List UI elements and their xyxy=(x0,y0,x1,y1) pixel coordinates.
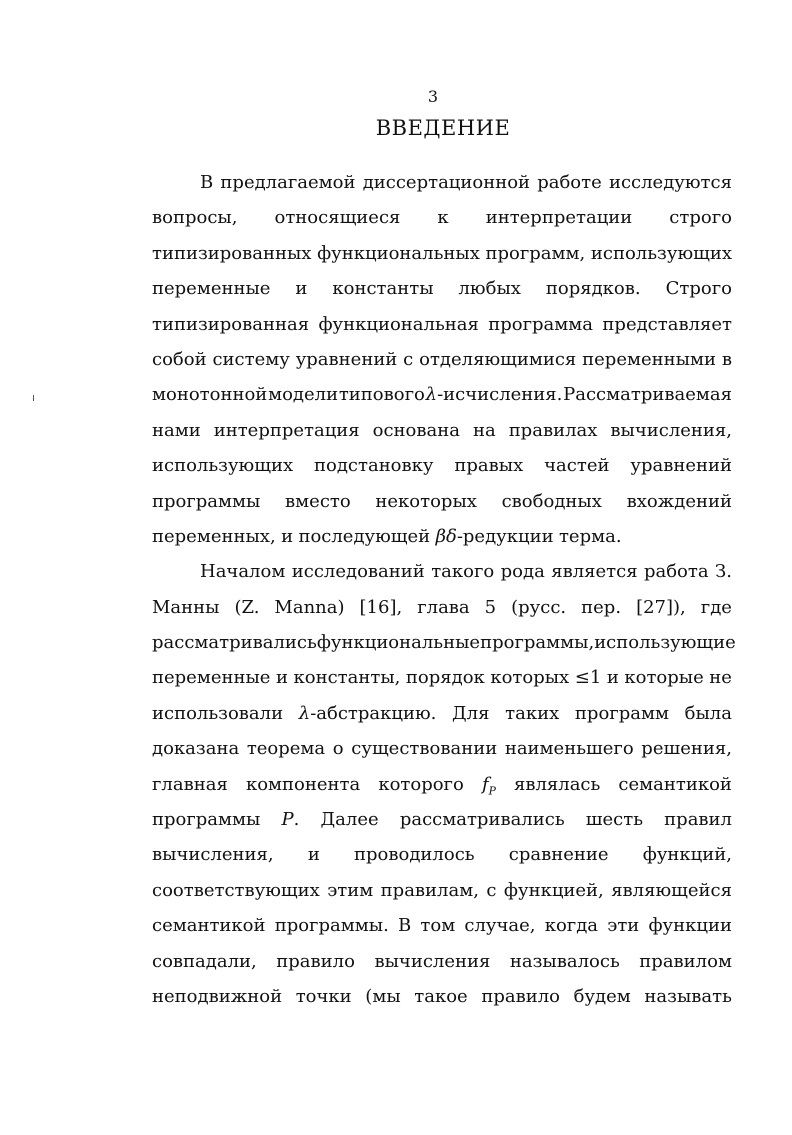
word: функциональные xyxy=(316,632,481,654)
text-line xyxy=(152,625,736,660)
word: Началом xyxy=(200,561,286,583)
word: точки xyxy=(295,985,352,1007)
word: интерпретации xyxy=(485,207,633,229)
word: использующих xyxy=(152,455,294,477)
word: и xyxy=(307,844,320,866)
word: существовании xyxy=(351,738,498,760)
word: и xyxy=(281,525,294,547)
word: 5 xyxy=(484,596,497,618)
word: правило xyxy=(276,950,355,972)
word: программ xyxy=(574,702,669,724)
word: на xyxy=(472,419,496,441)
word: называлось xyxy=(509,950,620,972)
text-line xyxy=(152,767,732,802)
word: рода xyxy=(500,561,545,583)
word: порядков. xyxy=(545,278,641,300)
word: [27]), xyxy=(636,596,686,618)
word: модели xyxy=(268,384,339,406)
margin-mark xyxy=(33,395,34,401)
body-text xyxy=(152,165,736,1014)
word: порядок xyxy=(405,667,485,689)
text-line xyxy=(152,554,732,589)
word: Для xyxy=(452,702,490,724)
word: к xyxy=(437,207,449,229)
word: Рассматриваемая xyxy=(563,384,732,406)
text-line xyxy=(152,696,732,731)
word: З. xyxy=(715,561,732,583)
word: главная xyxy=(152,773,228,795)
word: вхождений xyxy=(626,490,732,512)
word: нами xyxy=(152,419,201,441)
word: рассматривались xyxy=(152,632,317,654)
word: и xyxy=(275,667,288,689)
word: уравнений xyxy=(630,455,732,477)
text-line xyxy=(152,944,732,979)
word: программа xyxy=(488,313,594,335)
word: вместо xyxy=(285,490,351,512)
word: называть xyxy=(644,985,732,1007)
word: λ-исчисления. xyxy=(425,384,563,406)
word: с xyxy=(403,348,414,370)
word: основана xyxy=(372,419,460,441)
word: (мы xyxy=(365,985,401,1007)
text-line xyxy=(152,908,732,943)
word: том xyxy=(420,915,456,937)
word: функций, xyxy=(642,844,732,866)
word: типизированная xyxy=(152,313,310,335)
word: константы, xyxy=(293,667,401,689)
word: монотонной xyxy=(152,384,268,406)
word: совпадали, xyxy=(152,950,257,972)
word: частей xyxy=(544,455,610,477)
text-line xyxy=(152,837,732,872)
word: неподвижной xyxy=(152,985,283,1007)
word: переменными xyxy=(582,348,716,370)
word: использующие xyxy=(594,632,736,654)
word: использующих xyxy=(590,242,732,264)
word: и xyxy=(295,278,308,300)
word: интерпретация xyxy=(213,419,360,441)
word: которого xyxy=(378,773,464,795)
word: которых xyxy=(490,667,570,689)
text-line xyxy=(152,979,732,1014)
word: таких xyxy=(505,702,560,724)
word: относящиеся xyxy=(274,207,401,229)
word: и xyxy=(606,667,619,689)
word: свободных xyxy=(501,490,602,512)
text-line xyxy=(152,377,732,412)
word: где xyxy=(700,596,732,618)
word: правилам, xyxy=(380,879,479,901)
word: пер. xyxy=(581,596,622,618)
word: В xyxy=(200,172,214,193)
word: представляет xyxy=(602,313,732,335)
word: использовали xyxy=(152,702,284,724)
word: уравнений xyxy=(295,348,398,370)
word: переменные xyxy=(152,278,271,300)
word: вопросы, xyxy=(152,207,238,229)
text-line xyxy=(152,484,732,519)
word: функции xyxy=(648,915,732,937)
word: Манны xyxy=(152,596,220,618)
word: программы. xyxy=(274,915,389,937)
word: теорема xyxy=(246,738,326,760)
word: систему xyxy=(212,348,290,370)
word: рассматривались xyxy=(399,809,565,831)
word: некоторых xyxy=(375,490,477,512)
text-line xyxy=(152,342,732,377)
word: вычисления, xyxy=(610,419,732,441)
word: была xyxy=(684,702,732,724)
word: работа xyxy=(643,561,709,583)
word: исследований xyxy=(291,561,425,583)
word: является xyxy=(551,561,638,583)
word: сравнение xyxy=(508,844,609,866)
text-line xyxy=(152,660,732,695)
word: константы xyxy=(332,278,434,300)
word: правых xyxy=(454,455,524,477)
word: когда xyxy=(544,915,599,937)
word: являющейся xyxy=(611,879,732,901)
word: правилом xyxy=(639,950,732,972)
word: В xyxy=(397,915,412,937)
text-line xyxy=(152,448,732,483)
word: семантикой xyxy=(618,773,732,795)
word: с xyxy=(486,879,497,901)
word: программы xyxy=(152,490,261,512)
word: Далее xyxy=(320,809,379,831)
word: переменных, xyxy=(152,525,276,547)
word: этим xyxy=(327,879,374,901)
word: функциональных xyxy=(317,242,480,264)
word: строго xyxy=(669,207,732,229)
word: вычисления xyxy=(374,950,491,972)
word: в xyxy=(721,348,732,370)
word: терма. xyxy=(558,525,622,547)
text-line xyxy=(152,519,732,554)
section-heading: ВВЕДЕНИЕ xyxy=(375,116,511,140)
text-line xyxy=(152,271,732,306)
word: предлагаемой xyxy=(220,172,356,193)
word: работе xyxy=(537,172,602,193)
word: вычисления, xyxy=(152,844,274,866)
word: βδ-редукции xyxy=(435,525,554,547)
word: типизированных xyxy=(152,242,312,264)
text-line xyxy=(152,802,732,837)
word: которые xyxy=(624,667,704,689)
page-number: 3 xyxy=(427,87,439,106)
word: такое xyxy=(414,985,468,1007)
word: функцией, xyxy=(503,879,604,901)
word: доказана xyxy=(152,738,240,760)
text-line xyxy=(152,236,732,271)
text-line xyxy=(152,590,732,625)
word: будем xyxy=(573,985,631,1007)
word: подстановку xyxy=(314,455,434,477)
word: случае, xyxy=(464,915,536,937)
word: P. xyxy=(281,809,300,831)
word: (русс. xyxy=(511,596,567,618)
word: являлась xyxy=(513,773,601,795)
word: $f_P$ xyxy=(481,773,496,798)
word: функциональная xyxy=(318,313,479,335)
word: диссертационной xyxy=(362,172,531,193)
text-line xyxy=(152,200,732,235)
word: глава xyxy=(417,596,470,618)
word: (Z. xyxy=(234,596,260,618)
word: проводилось xyxy=(354,844,475,866)
word: типового xyxy=(338,384,425,406)
word: программ, xyxy=(485,242,586,264)
word: Строго xyxy=(665,278,732,300)
text-line xyxy=(152,413,732,448)
word: правил xyxy=(664,809,732,831)
word: переменные xyxy=(152,667,271,689)
word: правило xyxy=(481,985,560,1007)
word: о xyxy=(332,738,344,760)
word: не xyxy=(709,667,732,689)
word: соответствующих xyxy=(152,879,320,901)
word: последующей xyxy=(298,525,431,547)
word: Manna) xyxy=(274,596,345,618)
word: такого xyxy=(431,561,495,583)
word: программы xyxy=(152,809,261,831)
word: семантикой xyxy=(152,915,266,937)
text-line xyxy=(152,731,732,766)
word: программы, xyxy=(480,632,595,654)
text-line xyxy=(152,307,732,342)
word: решения, xyxy=(641,738,732,760)
word: λ-абстракцию. xyxy=(298,702,437,724)
word: отделяющимися xyxy=(419,348,577,370)
word: собой xyxy=(152,348,207,370)
word: правилах xyxy=(508,419,598,441)
word: любых xyxy=(458,278,521,300)
text-line xyxy=(152,873,732,908)
word: ≤1 xyxy=(574,667,602,689)
word: наименьшего xyxy=(504,738,634,760)
text-line xyxy=(152,165,732,200)
word: исследуются xyxy=(608,172,732,193)
word: шесть xyxy=(585,809,644,831)
word: эти xyxy=(607,915,640,937)
word: [16], xyxy=(359,596,403,618)
word: компонента xyxy=(245,773,361,795)
